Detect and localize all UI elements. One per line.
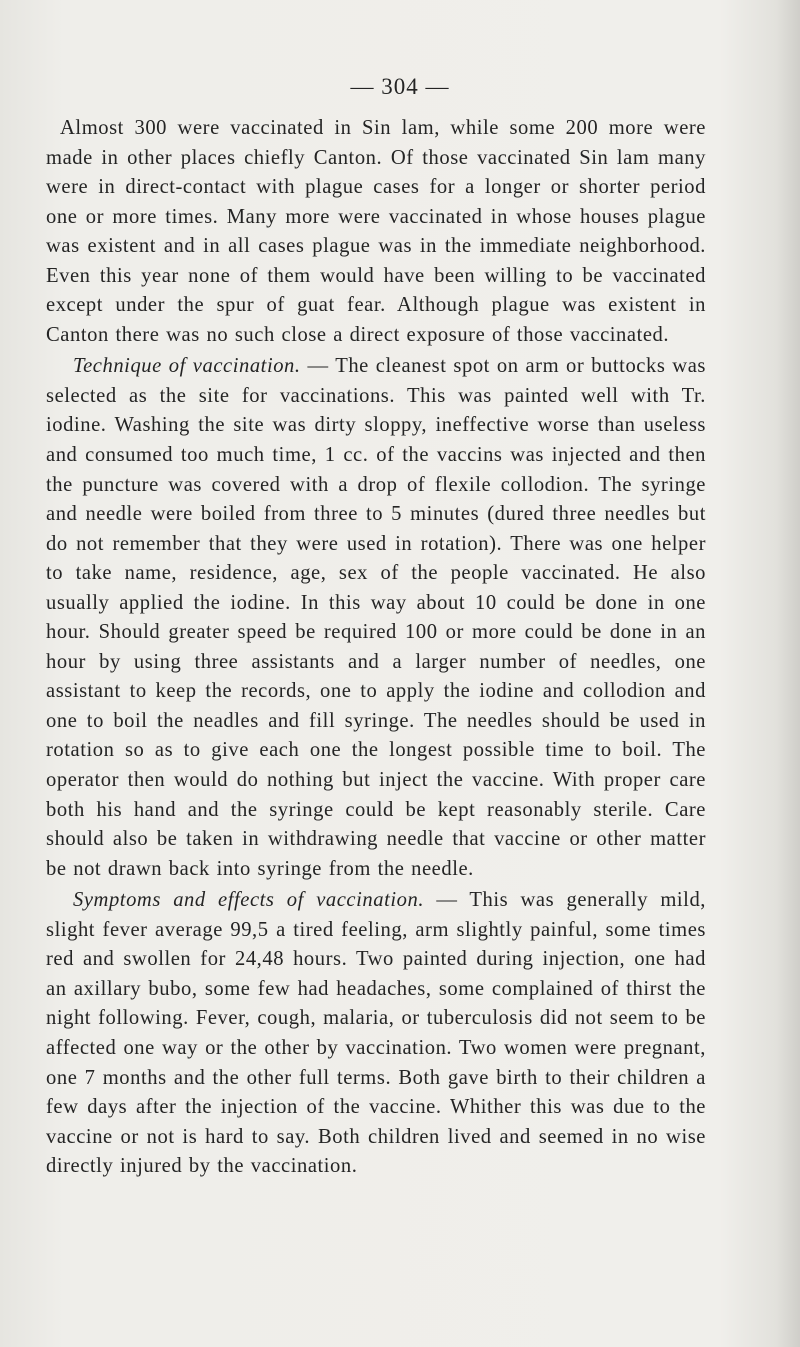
- section-heading-technique: Technique of vaccination.: [73, 355, 301, 378]
- paragraph-text: — This was generally mild, slight fever average 99,5 a tired feeling, arm slightly painful, some times red and swollen for 24,48 hours. Two painted during injection, one had an axillary bubo, some few had headaches, some complained of thirst the night following. Fever, cough, malaria, or tuberculosis did not seem to be affected one way or the other by vaccination. Two women were pregnant, one 7 months and the other full terms. Both gave birth to their children a few days after the injection of the vaccine. Whither this was due to the vaccine or not is hard to say. Both children lived and seemed in no wise directly injured by the vaccination.: [46, 889, 706, 1178]
- paragraph-symptoms: [46, 886, 706, 1181]
- paragraph-technique: [46, 352, 706, 884]
- paragraph-vaccination-counts: [46, 114, 706, 350]
- section-heading-symptoms: Symptoms and effects of vaccination.: [73, 889, 425, 912]
- paragraph-text: — The cleanest spot on arm or buttocks was selected as the site for vaccinations. This was painted well with Tr. iodine. Washing the site was dirty sloppy, ineffective worse than useless and consumed too much time, 1 cc. of the vaccins was injected and then the puncture was covered with a drop of flexile collodion. The syringe and needle were boiled from three to 5 minutes (dured three needles but do not remember that they were used in rotation). There was one helper to take name, residence, age, sex of the people vaccinated. He also usually applied the iodine. In this way about 10 could be done in one hour. Should greater speed be required 100 or more could be done in an hour by using three assistants and a larger number of needles, one assistant to keep the records, one to apply the iodine and collodion and one to boil the neadles and fill syringe. The needles should be used in rotation so as to give each one the longest possible time to boil. The operator then would do nothing but inject the vaccine. With proper care both his hand and the syringe could be kept reasonably sterile. Care should also be taken in withdrawing needle that vaccine or other matter be not drawn back into syringe from the needle.: [46, 355, 706, 880]
- paragraph-text: Almost 300 were vaccinated in Sin lam, while some 200 more were made in other places chiefly Canton. Of those vaccinated Sin lam many were in direct-contact with plague cases for a longer or shorter period one or more times. Many more were vaccinated in whose houses plague was existent and in all cases plague was in the immediate neighborhood. Even this year none of them would have been willing to be vaccinated except under the spur of guat fear. Although plague was existent in Canton there was no such close a direct exposure of those vaccinated.: [46, 117, 706, 346]
- page-number: — 304 —: [350, 74, 450, 99]
- body-text: [46, 114, 706, 1182]
